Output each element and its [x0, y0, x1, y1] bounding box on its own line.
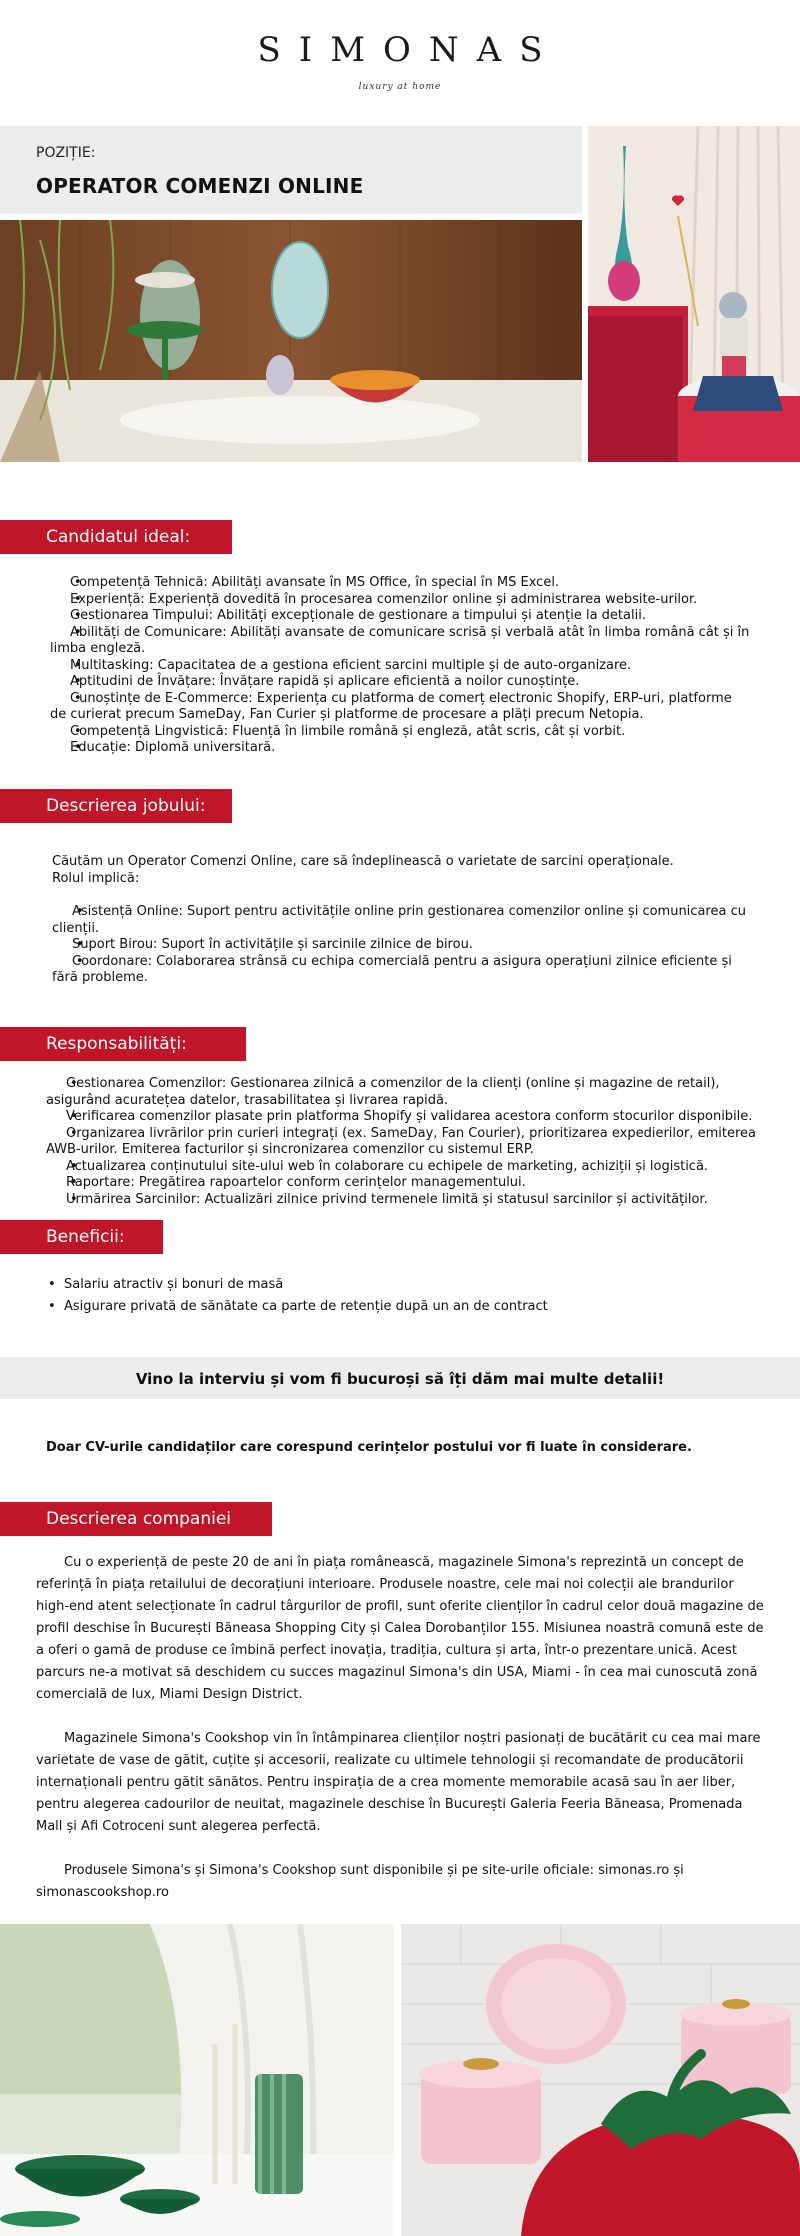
- ideal-item: • Competență Lingvistică: Fluență în limbile română și engleză, atât scris, cât și vorbit.: [50, 724, 750, 741]
- section-header-job: Descrierea jobului:: [0, 789, 232, 823]
- ideal-item: • Aptitudini de Învățare: Învățare rapidă și aplicare eficientă a noilor cunoștințe.: [50, 674, 750, 691]
- hero-photo-tableware-art: [0, 220, 582, 462]
- hero-photo-figurine: [588, 126, 800, 462]
- job-item: • Suport Birou: Suport în activitățile și sarcinile zilnice de birou.: [52, 937, 752, 954]
- responsibilities-list: [46, 1076, 780, 1208]
- footer-photo-glassware-art: [0, 1924, 394, 2236]
- company-paragraph: Produsele Simona's și Simona's Cookshop sunt disponibile și pe site-urile oficiale: simonas.ro și simonascookshop.ro: [36, 1863, 684, 1900]
- company-text: [36, 1552, 766, 1904]
- hero-photo-tableware: [0, 220, 582, 462]
- job-intro-line: Căutăm un Operator Comenzi Online, care să îndeplinească o varietate de sarcini operaționale.: [52, 854, 674, 869]
- job-intro-line: Rolul implică:: [52, 870, 140, 886]
- responsibility-item: • Organizarea livrărilor prin curieri integrați (ex. SameDay, Fan Courier), prioritizarea expedierilor, emiterea AWB-urilor. Emiterea facturilor și sincronizarea comenzilor cu sistemul ERP.: [46, 1126, 780, 1159]
- ideal-item: • Educație: Diplomă universitară.: [50, 740, 750, 757]
- brand-wordmark: SIMONAS: [257, 30, 561, 70]
- position-header: [0, 126, 582, 214]
- footer-photo-cookware: [401, 1924, 800, 2236]
- ideal-list: [50, 575, 750, 757]
- hero-photo-figurine-art: [588, 126, 800, 462]
- section-header-responsibilities: Responsabilități:: [0, 1027, 246, 1061]
- job-item: • Asistență Online: Suport pentru activitățile online prin gestionarea comenzilor online și comunicarea cu clienții.: [52, 904, 752, 937]
- ideal-item: • Cunoștințe de E-Commerce: Experiența cu platforma de comerț electronic Shopify, ERP-uri, platforme de curierat precum SameDay, Fan Curier și platforme de procesare a plăți precum Netopia.: [50, 691, 750, 724]
- benefits-list: [44, 1274, 764, 1318]
- position-label: POZIȚIE:: [36, 145, 96, 161]
- footer-photo-glassware: [0, 1924, 394, 2236]
- responsibility-item: • Raportare: Pregătirea rapoartelor conform cerințelor managementului.: [46, 1175, 780, 1192]
- cta-text: Vino la interviu și vom fi bucuroși să îți dăm mai multe detalii!: [135, 1370, 665, 1388]
- cv-note: Doar CV-urile candidaților care corespund cerințelor postului vor fi luate în considerare.: [46, 1440, 692, 1455]
- section-header-company: Descrierea companiei: [0, 1502, 272, 1536]
- ideal-item: • Gestionarea Timpului: Abilități excepționale de gestionare a timpului și atenție la detalii.: [50, 608, 750, 625]
- job-item: • Coordonare: Colaborarea strânsă cu echipa comercială pentru a asigura operațiuni zilnice eficiente și fără probleme.: [52, 954, 752, 987]
- brand-tagline: luxury at home: [358, 82, 442, 92]
- job-intro: [52, 854, 752, 887]
- responsibility-item: • Urmărirea Sarcinilor: Actualizări zilnice privind termenele limită și statusul sarcinilor și activităților.: [46, 1192, 780, 1209]
- responsibility-item: • Actualizarea conținutului site-ului web în colaborare cu echipele de marketing, achiziții și logistică.: [46, 1159, 780, 1176]
- section-header-benefits: Beneficii:: [0, 1220, 163, 1254]
- brand-logo: [0, 30, 800, 92]
- benefit-item: • Salariu atractiv și bonuri de masă: [44, 1274, 764, 1296]
- company-paragraph: Magazinele Simona's Cookshop vin în întâmpinarea clienților noștri pasionați de bucătărit cu cea mai mare varietate de vase de gătit, cuțite și accesorii, realizate cu ultimele tehnologii și recomandate de producătorii internaționali pentru gătit sănătos. Pentru inspirația de a crea momente memorabile acasă sau în aer liber, pentru alegerea cadourilor de neuitat, magazinele deschise în București Galeria Feeria Băneasa, Promenada Mall și Afi Cotroceni sunt alegerea perfectă.: [36, 1731, 761, 1834]
- job-list: [52, 904, 752, 987]
- position-title: OPERATOR COMENZI ONLINE: [36, 174, 364, 198]
- section-header-ideal: Candidatul ideal:: [0, 520, 232, 554]
- company-paragraph: Cu o experiență de peste 20 de ani în piața românească, magazinele Simona's reprezintă un concept de referință în piața retailului de decorațiuni interioare. Produsele noastre, cele mai noi colecții ale brandurilor high-end atent selecționate în cadrul târgurilor de profil, sunt oferite clienților în cadrul celor două magazine de profil deschise în București Băneasa Shopping City și Calea Dorobanților 155. Misiunea noastră comună este de a oferi o gamă de produse ce îmbină perfect inovația, tradiția, cultura și arta, într-o prezentare unică. Acest parcurs ne-a motivat să deschidem cu succes magazinul Simona's din USA, Miami - în cea mai cunoscută zonă comercială de lux, Miami Design District.: [36, 1555, 764, 1702]
- ideal-item: • Competență Tehnică: Abilități avansate în MS Office, în special în MS Excel.: [50, 575, 750, 592]
- benefit-item: • Asigurare privată de sănătate ca parte de retenție după un an de contract: [44, 1296, 764, 1318]
- responsibility-item: • Gestionarea Comenzilor: Gestionarea zilnică a comenzilor de la clienți (online și magazine de retail), asigurând acuratețea datelor, trasabilitatea și livrarea rapidă.: [46, 1076, 780, 1109]
- ideal-item: • Multitasking: Capacitatea de a gestiona eficient sarcini multiple și de auto-organizare.: [50, 658, 750, 675]
- ideal-item: • Abilități de Comunicare: Abilități avansate de comunicare scrisă și verbală atât în limba română cât și în limba engleză.: [50, 625, 750, 658]
- responsibility-item: • Verificarea comenzilor plasate prin platforma Shopify și validarea acestora conform stocurilor disponibile.: [46, 1109, 780, 1126]
- ideal-item: • Experiență: Experiență dovedită în procesarea comenzilor online și administrarea website-urilor.: [50, 592, 750, 609]
- footer-photo-cookware-art: [401, 1924, 800, 2236]
